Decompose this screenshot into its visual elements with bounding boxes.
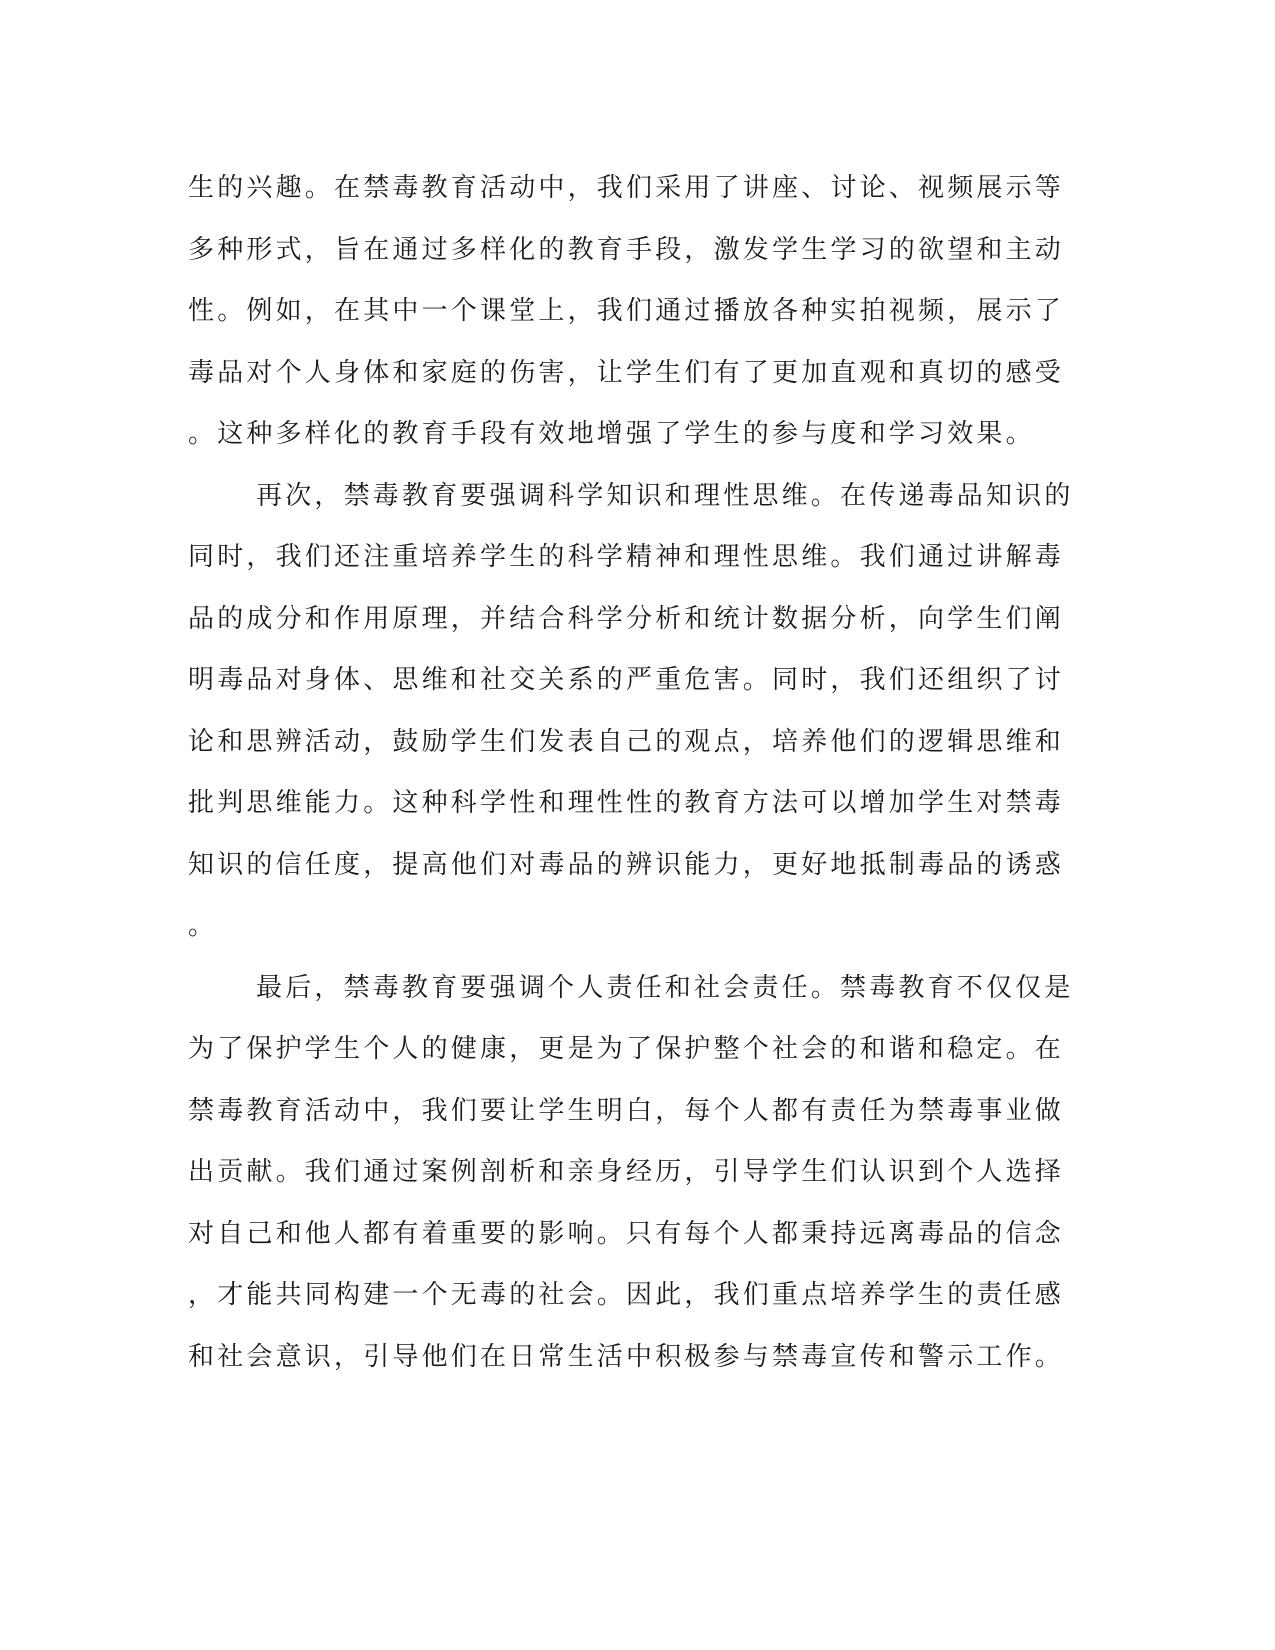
text-line: 毒品对个人身体和家庭的伤害，让学生们有了更加直观和真切的感受 — [188, 357, 1065, 388]
text-line: 再次，禁毒教育要强调科学知识和理性思维。在传递毒品知识的 — [256, 480, 1074, 511]
text-line: 论和思辨活动，鼓励学生们发表自己的观点，培养他们的逻辑思维和 — [188, 726, 1065, 757]
text-line: 禁毒教育活动中，我们要让学生明白，每个人都有责任为禁毒事业做 — [188, 1095, 1065, 1126]
text-line: 品的成分和作用原理，并结合科学分析和统计数据分析，向学生们阐 — [188, 603, 1065, 634]
text-line: 。 — [188, 911, 218, 941]
paragraph-3 — [188, 958, 1074, 1389]
text-line: 生的兴趣。在禁毒教育活动中，我们采用了讲座、讨论、视频展示等 — [188, 173, 1065, 203]
text-line: 最后，禁毒教育要强调个人责任和社会责任。禁毒教育不仅仅是 — [256, 972, 1074, 1003]
paragraph-1 — [188, 158, 1068, 466]
text-line: 对自己和他人都有着重要的影响。只有每个人都秉持远离毒品的信念 — [188, 1218, 1065, 1249]
text-line: 明毒品对身体、思维和社交关系的严重危害。同时，我们还组织了讨 — [188, 665, 1065, 695]
document-body — [188, 158, 1074, 1388]
text-line: 和社会意识，引导他们在日常生活中积极参与禁毒宣传和警示工作。 — [188, 1341, 1065, 1372]
text-line: ，才能共同构建一个无毒的社会。因此，我们重点培养学生的责任感 — [188, 1280, 1065, 1310]
text-line: 知识的信任度，提高他们对毒品的辨识能力，更好地抵制毒品的诱惑 — [188, 849, 1065, 880]
text-line: 出贡献。我们通过案例剖析和亲身经历，引导学生们认识到个人选择 — [188, 1157, 1065, 1187]
text-line: 性。例如，在其中一个课堂上，我们通过播放各种实拍视频，展示了 — [188, 296, 1065, 326]
text-line: 多种形式，旨在通过多样化的教育手段，激发学生学习的欲望和主动 — [188, 234, 1065, 265]
text-line: 为了保护学生个人的健康，更是为了保护整个社会的和谐和稳定。在 — [188, 1034, 1065, 1064]
text-line: 同时，我们还注重培养学生的科学精神和理性思维。我们通过讲解毒 — [188, 542, 1065, 572]
paragraph-2 — [188, 466, 1074, 958]
text-line: 。这种多样化的教育手段有效地增强了学生的参与度和学习效果。 — [188, 419, 1035, 449]
text-line: 批判思维能力。这种科学性和理性性的教育方法可以增加学生对禁毒 — [188, 788, 1065, 818]
